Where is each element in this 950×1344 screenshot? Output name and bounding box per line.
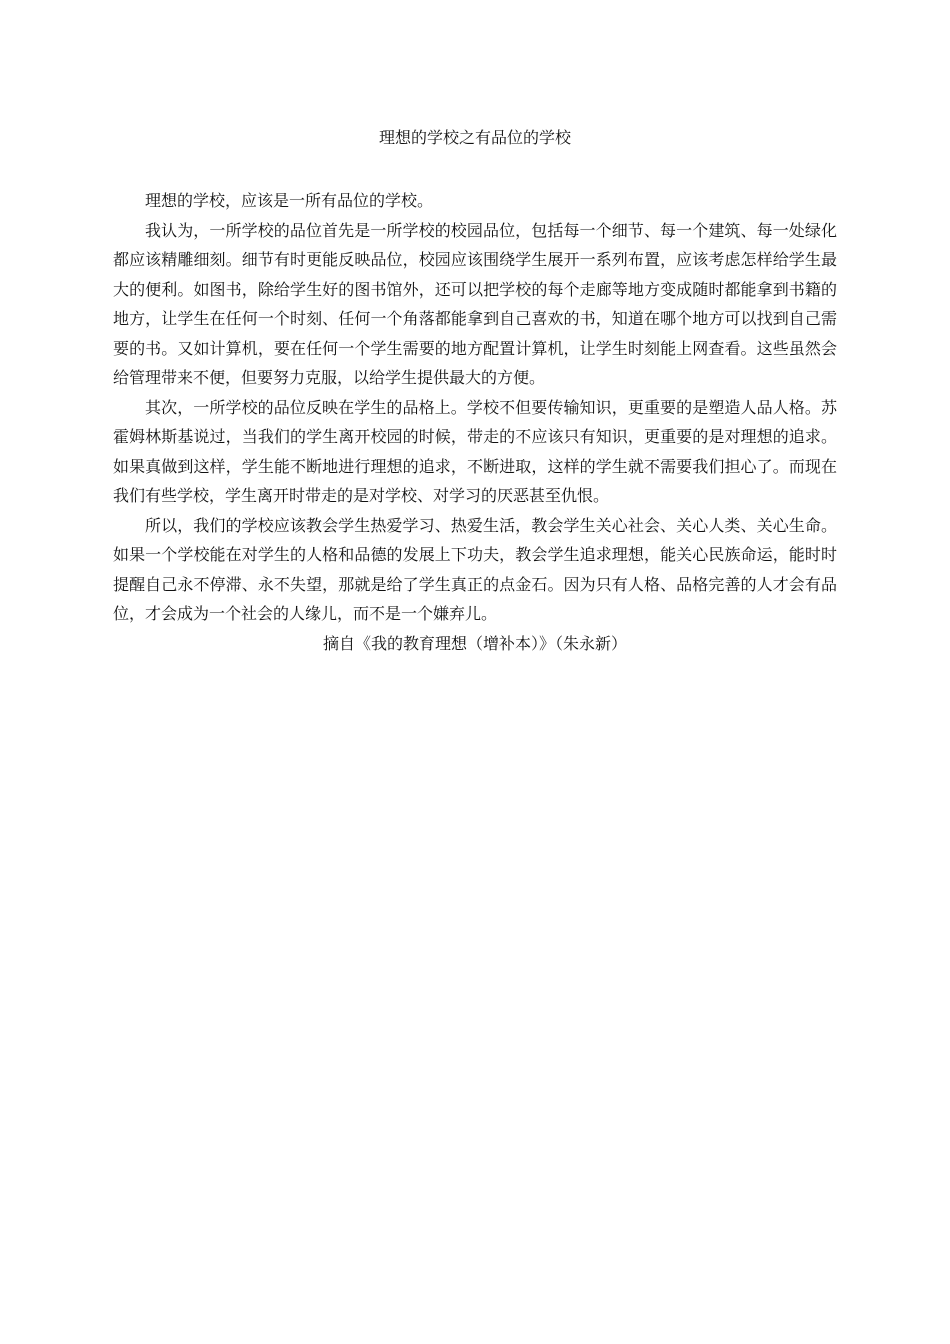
document-body <box>113 124 837 658</box>
source-citation: 摘自《我的教育理想（增补本）》（朱永新） <box>322 633 627 653</box>
paragraph-3: 其次，一所学校的品位反映在学生的品格上。学校不但要传输知识，更重要的是塑造人品人格。苏霍姆林斯基说过，当我们的学生离开校园的时候，带走的不应该只有知识，更重要的是对理想的追求。如果真做到这样，学生能不断地进行理想的追求，不断进取，这样的学生就不需要我们担心了。而现在我们有些学校，学生离开时带走的是对学校、对学习的厌恶甚至仇恨。 <box>113 397 837 505</box>
paragraph-2: 我认为，一所学校的品位首先是一所学校的校园品位，包括每一个细节、每一个建筑、每一处绿化都应该精雕细刻。细节有时更能反映品位，校园应该围绕学生展开一系列布置，应该考虑怎样给学生最大的便利。如图书，除给学生好的图书馆外，还可以把学校的每个走廊等地方变成随时都能拿到书籍的地方，让学生在任何一个时刻、任何一个角落都能拿到自己喜欢的书，知道在哪个地方可以找到自己需要的书。又如计算机，要在任何一个学生需要的地方配置计算机，让学生时刻能上网查看。这些虽然会给管理带来不便，但要努力克服，以给学生提供最大的方便。 <box>113 220 837 387</box>
document-title: 理想的学校之有品位的学校 <box>378 128 571 147</box>
paragraph-1: 理想的学校，应该是一所有品位的学校。 <box>145 191 434 210</box>
paragraph-4: 所以，我们的学校应该教会学生热爱学习、热爱生活，教会学生关心社会、关心人类、关心生命。如果一个学校能在对学生的人格和品德的发展上下功夫，教会学生追求理想，能关心民族命运，能时时提醒自己永不停滞、永不失望，那就是给了学生真正的点金石。因为只有人格、品格完善的人才会有品位，才会成为一个社会的人缘儿，而不是一个嫌弃儿。 <box>113 515 837 623</box>
